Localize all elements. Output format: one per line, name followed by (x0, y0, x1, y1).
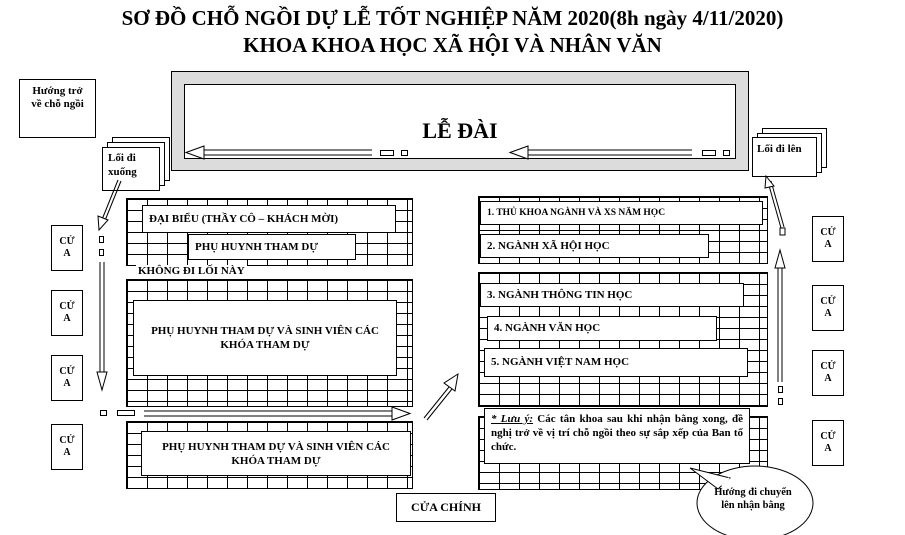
door-text-line1: CỬ (820, 431, 836, 442)
right-row-4-text: 4. NGÀNH VĂN HỌC (494, 322, 601, 334)
attention-note-text: Các tân khoa sau khi nhận bằng xong, đề nghị trở về vị trí chỗ ngồi theo sự sắp xếp của Ban tổ chức. (491, 413, 743, 453)
right-arrow-icon (144, 407, 410, 420)
door-text-line2: A (63, 248, 71, 259)
up-arrow-icon (775, 250, 785, 382)
do-not-pass-label: KHÔNG ĐI LỐI NÀY (138, 265, 245, 277)
door-text-line1: CỬ (820, 361, 836, 372)
door-text-line2: A (63, 313, 71, 324)
diagonal-exit-up-arrow-icon (765, 176, 785, 235)
right-row-3-text: 3. NGÀNH THÔNG TIN HỌC (487, 288, 633, 301)
guests-text: ĐẠI BIỂU (THẦY CÔ – KHÁCH MỜI) (149, 212, 339, 225)
exit-up-text: Lối đi lên (757, 143, 802, 155)
stage-label: LỄ ĐÀI (422, 118, 498, 143)
stage-arrow-left-icon (186, 146, 372, 159)
door-text-line2: A (824, 308, 832, 319)
door-text-line2: A (824, 443, 832, 454)
door-text-line1: CỬ (59, 301, 75, 312)
stage-arrow-right-icon (510, 146, 692, 159)
return-to-seat-text: Hướng trở về chỗ ngồi (31, 85, 84, 110)
door-text-line1: CỬ (820, 227, 836, 238)
door-text-line1: CỬ (820, 296, 836, 307)
diagonal-up-arrow-icon (424, 374, 458, 420)
parents-students-text-1: PHỤ HUYNH THAM DỰ VÀ SINH VIÊN CÁC KHÓA THAM DỰ (151, 325, 379, 351)
main-gate-text: CỬA CHÍNH (411, 500, 481, 514)
move-up-bubble-text: Hướng đi chuyển lên nhận bằng (714, 487, 792, 511)
door-text-line2: A (824, 239, 832, 250)
exit-down-text: Lối đi xuống (108, 152, 137, 178)
parents-students-text-2: PHỤ HUYNH THAM DỰ VÀ SINH VIÊN CÁC KHÓA THAM DỰ (162, 440, 390, 467)
door-text-line1: CỬ (59, 236, 75, 247)
parents-text: PHỤ HUYNH THAM DỰ (195, 240, 319, 253)
chart-title-line1: SƠ ĐỒ CHỖ NGỒI DỰ LỄ TỐT NGHIỆP NĂM 2020(8h ngày 4/11/2020) (121, 6, 784, 30)
down-arrow-icon (97, 262, 107, 390)
chart-title-line2: KHOA KHOA HỌC XÃ HỘI VÀ NHÂN VĂN (243, 33, 662, 57)
door-text-line1: CỬ (59, 435, 75, 446)
door-text-line2: A (63, 447, 71, 458)
diagonal-down-arrow-icon (98, 180, 121, 230)
door-text-line2: A (63, 378, 71, 389)
attention-note-prefix: * Lưu ý: (491, 413, 534, 425)
right-row-1-text: 1. THỦ KHOA NGÀNH VÀ XS NĂM HỌC (487, 207, 666, 218)
right-row-2-text: 2. NGÀNH XÃ HỘI HỌC (487, 239, 610, 252)
door-text-line2: A (824, 373, 832, 384)
right-row-5-text: 5. NGÀNH VIỆT NAM HỌC (491, 356, 630, 368)
door-text-line1: CỬ (59, 366, 75, 377)
